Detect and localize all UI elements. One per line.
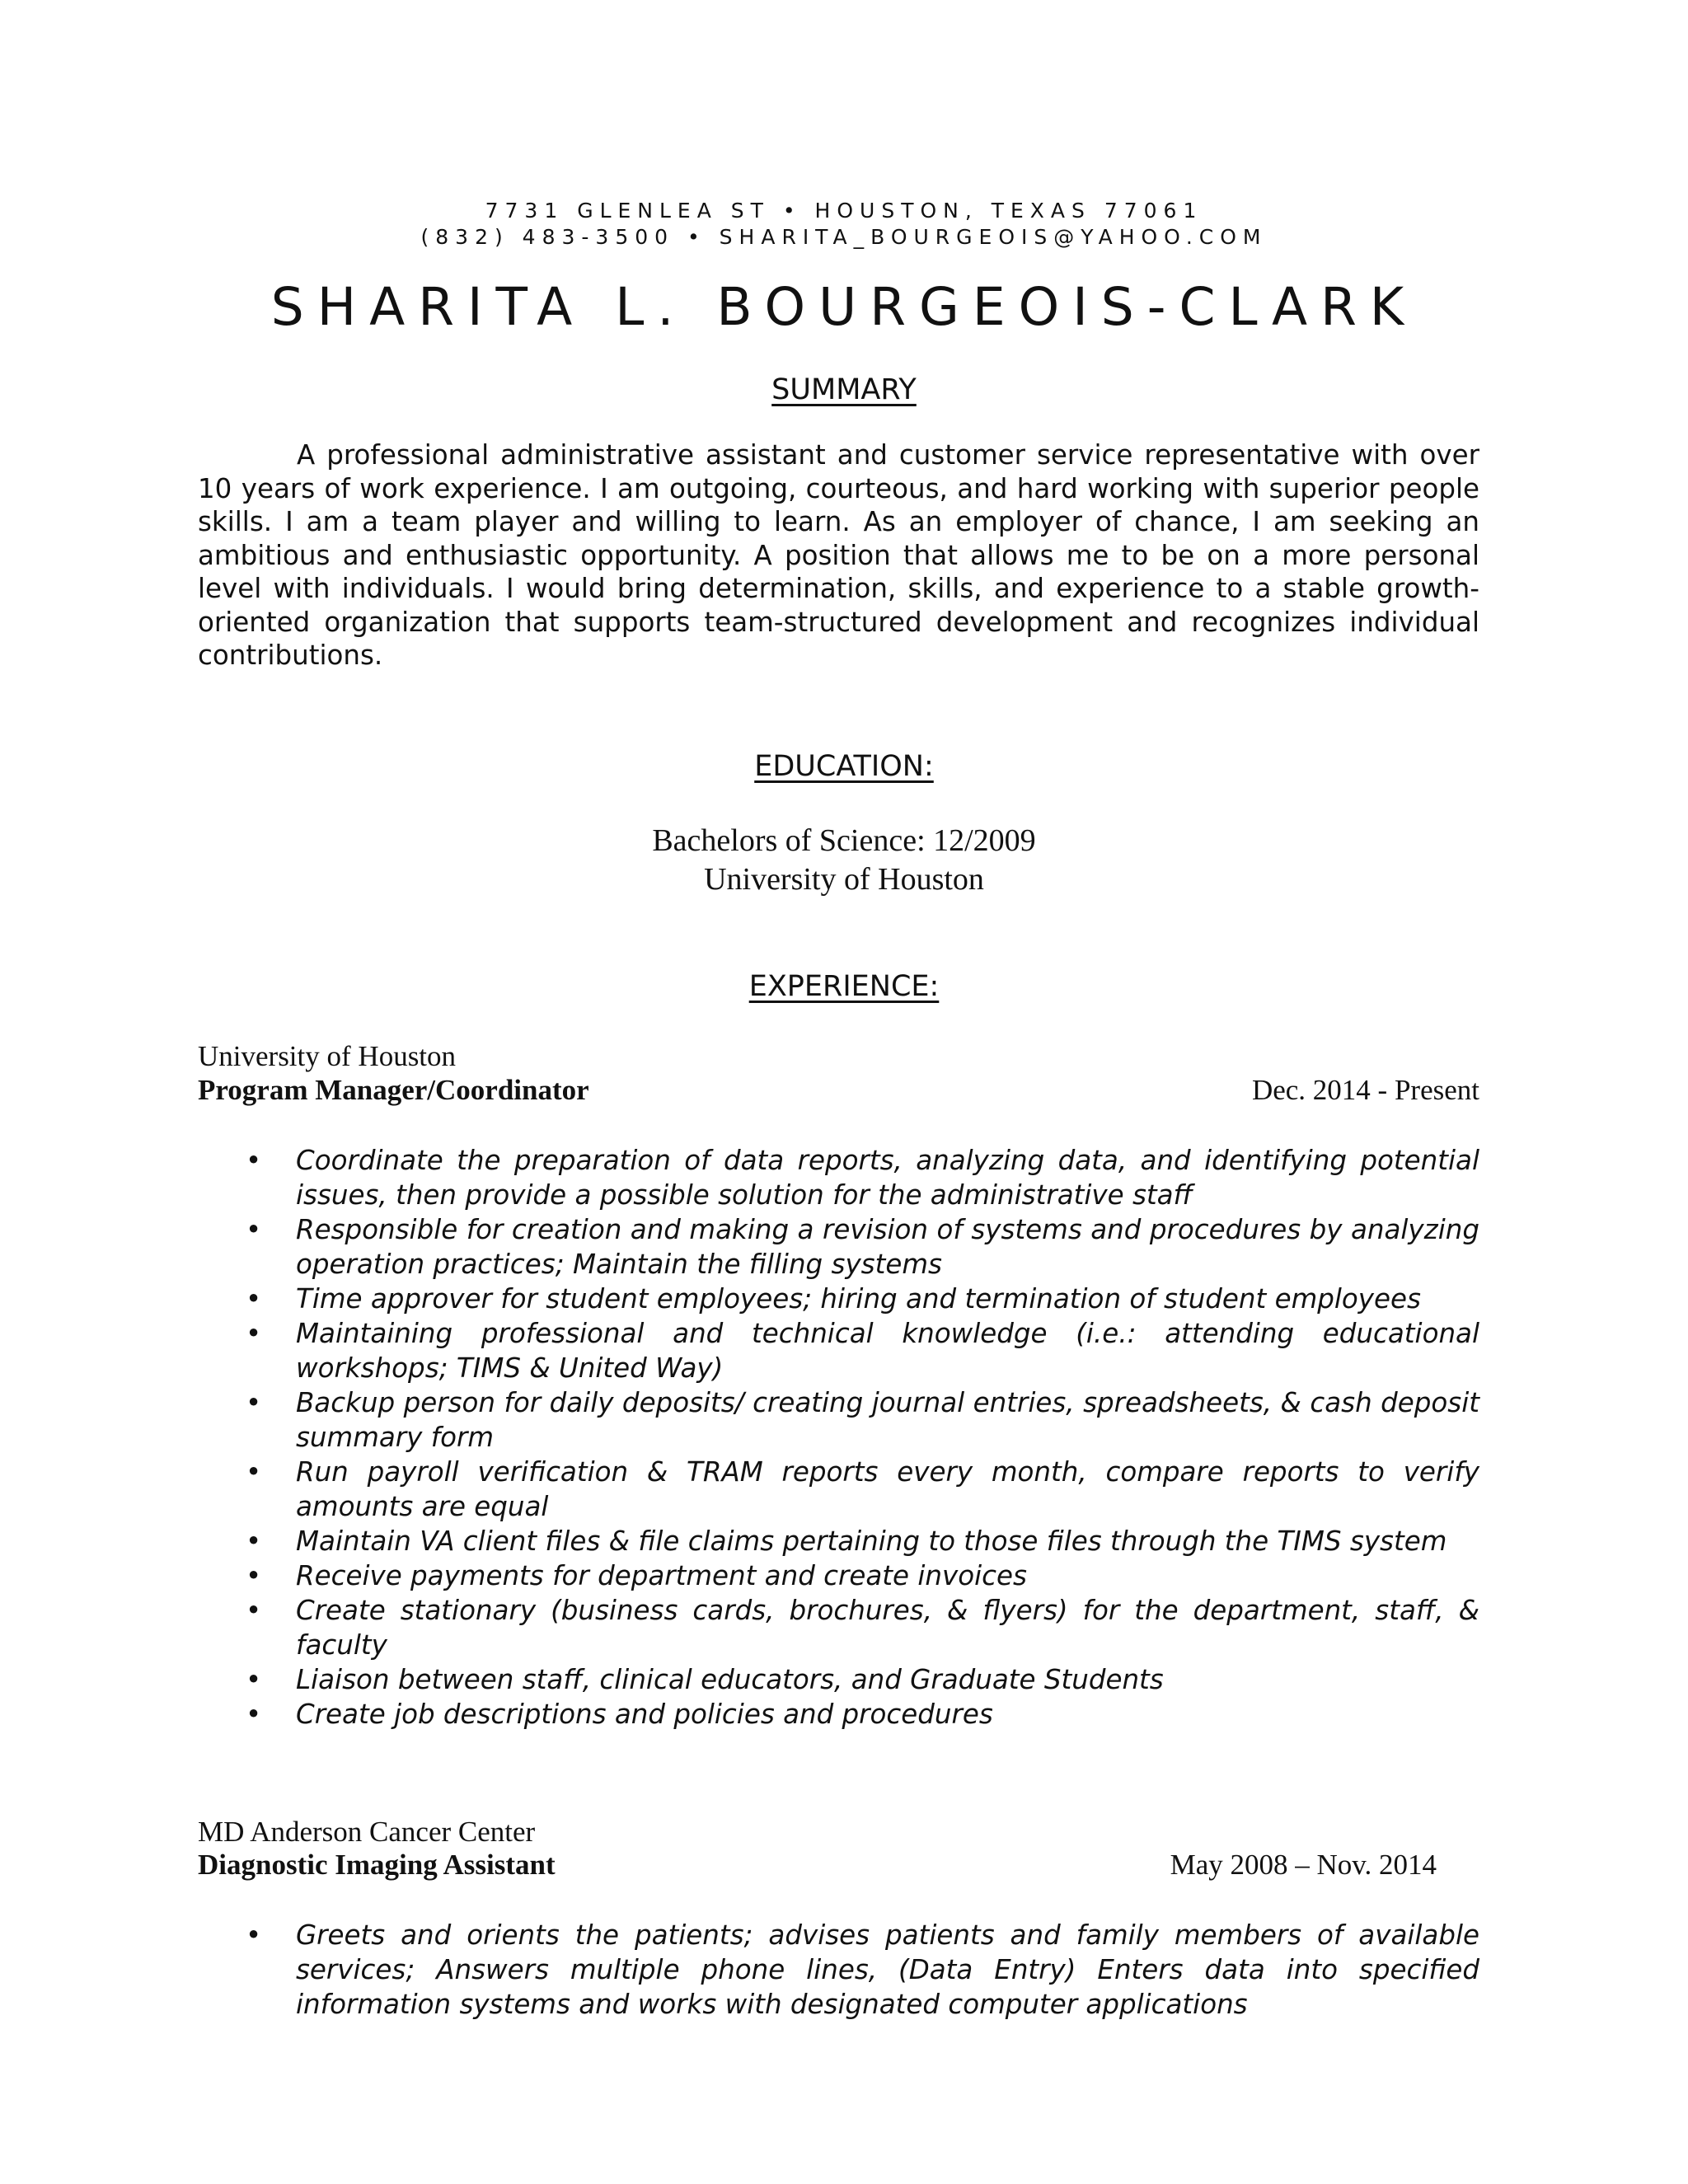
summary-text: A professional administrative assistant and customer service representative with over 10 years of work experience. I am outgoing, courteous, and hard working with superior people skills. I am a team player and willing to learn. As an employer of chance, I am seeking an ambitious and enthusiastic opportunity. A position that allows me to be on a more personal level with individuals. I would bring determination, skills, and experience to a stable growth-oriented organization that supports team-structured development and recognizes individual contributions. — [198, 439, 1479, 671]
job-duties-list — [198, 1918, 1479, 2022]
duty-text: Maintaining professional and technical knowledge (i.e.: attending educational workshops; TIMS & United Way) — [296, 1318, 1479, 1384]
job-duties-list — [198, 1143, 1479, 1732]
job-title: Program Manager/Coordinator — [198, 1074, 589, 1106]
duty-item — [198, 1918, 1479, 2022]
bullet-icon: • — [246, 1560, 262, 1591]
duty-text: Run payroll verification & TRAM reports every month, compare reports to verify amounts are equal — [296, 1456, 1479, 1522]
duty-text: Liaison between staff, clinical educators, and Graduate Students — [296, 1664, 1164, 1695]
duty-item — [198, 1455, 1479, 1524]
duty-item — [198, 1282, 1479, 1316]
duty-text: Greets and orients the patients; advises patients and family members of available services; Answers multiple phone lines, (Data Entry) Enters data into specified information systems and works with designated computer applications — [296, 1919, 1479, 2020]
duty-item — [198, 1662, 1479, 1697]
duty-text: Create job descriptions and policies and procedures — [296, 1699, 993, 1730]
duty-item — [198, 1385, 1479, 1455]
duty-text: Maintain VA client files & file claims pertaining to those files through the TIMS system — [296, 1526, 1447, 1557]
education-heading: EDUCATION: — [754, 750, 934, 783]
job-dates: May 2008 – Nov. 2014 — [1170, 1849, 1437, 1881]
duty-text: Time approver for student employees; hiring and termination of student employees — [296, 1283, 1421, 1315]
bullet-icon: • — [246, 1456, 262, 1488]
duty-item — [198, 1316, 1479, 1385]
duty-text: Backup person for daily deposits/ creating journal entries, spreadsheets, & cash deposit summary form — [296, 1387, 1479, 1453]
bullet-icon: • — [246, 1595, 262, 1626]
bullet-icon: • — [246, 1664, 262, 1695]
duty-item — [198, 1212, 1479, 1282]
bullet-icon: • — [246, 1699, 262, 1730]
bullet-icon: • — [246, 1214, 262, 1245]
bullet-icon: • — [246, 1526, 262, 1557]
bullet-icon: • — [246, 1919, 262, 1951]
candidate-name: SHARITA L. BOURGEOIS-CLARK — [270, 277, 1418, 337]
contact-address: 7731 GLENLEA ST • HOUSTON, TEXAS 77061 — [485, 199, 1203, 223]
duty-item — [198, 1524, 1479, 1558]
job-title: Diagnostic Imaging Assistant — [198, 1849, 556, 1881]
contact-phone-email: (832) 483-3500 • SHARITA_BOURGEOIS@YAHOO.COM — [420, 225, 1268, 249]
job-dates: Dec. 2014 - Present — [1251, 1074, 1479, 1106]
duty-text: Receive payments for department and create invoices — [296, 1560, 1027, 1591]
duty-text: Create stationary (business cards, brochures, & flyers) for the department, staff, & faculty — [296, 1595, 1479, 1661]
experience-heading: EXPERIENCE: — [748, 970, 940, 1003]
duty-item — [198, 1558, 1479, 1593]
duty-item — [198, 1143, 1479, 1212]
education-school: University of Houston — [704, 862, 984, 897]
duty-item — [198, 1593, 1479, 1662]
duty-text: Responsible for creation and making a revision of systems and procedures by analyzing operation practices; Maintain the filling systems — [296, 1214, 1479, 1280]
summary-heading: SUMMARY — [771, 373, 917, 406]
bullet-icon: • — [246, 1318, 262, 1349]
bullet-icon: • — [246, 1387, 262, 1418]
job-organization: University of Houston — [198, 1040, 457, 1072]
bullet-icon: • — [246, 1145, 262, 1176]
duty-item — [198, 1697, 1479, 1732]
job-organization: MD Anderson Cancer Center — [198, 1816, 536, 1848]
duty-text: Coordinate the preparation of data reports, analyzing data, and identifying potential issues, then provide a possible solution for the administrative staff — [296, 1145, 1479, 1211]
bullet-icon: • — [246, 1283, 262, 1315]
education-degree: Bachelors of Science: 12/2009 — [652, 823, 1036, 858]
